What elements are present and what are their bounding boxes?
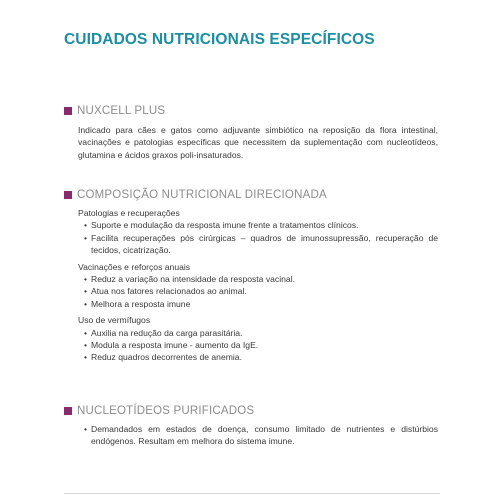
bullet-list — [84, 423, 438, 448]
list-item: • Suporte e modulação da resposta imune frente a tratamentos clínicos. — [84, 219, 438, 231]
section-heading — [64, 104, 438, 118]
list-item: • Melhora a resposta imune — [84, 298, 438, 310]
bullet-list — [84, 219, 438, 256]
section-title: COMPOSIÇÃO NUTRICIONAL DIRECIONADA — [77, 189, 327, 201]
group-label: Vacinações e reforços anuais — [78, 261, 191, 272]
group-label: Patologias e recuperações — [78, 208, 180, 218]
list-item: • Demandados em estados de doença, consumo limitado de nutrientes e distúrbios endógenos. Resultam em melhora do sistema imune. — [84, 423, 438, 448]
section-nuxcell-plus — [64, 104, 438, 161]
list-item: • Reduz a variação na intensidade da resposta vacinal. — [84, 273, 438, 285]
bullet-list — [84, 327, 438, 364]
list-item: • Reduz quadros decorrentes de anemia. — [84, 351, 438, 363]
section-nucleotideos — [64, 404, 438, 448]
list-item: • Auxilia na redução da carga parasitária. — [84, 327, 438, 339]
square-bullet-icon — [64, 191, 72, 199]
list-item: • Modula a resposta imune - aumento da IgE. — [84, 339, 438, 351]
group-label: Uso de vermífugos — [78, 315, 151, 326]
list-item: • Atua nos fatores relacionados ao animal. — [84, 285, 438, 297]
section-heading — [64, 188, 438, 202]
footer-divider — [64, 493, 440, 494]
section-composicao — [64, 188, 438, 364]
section-title: NUXCELL PLUS — [77, 105, 166, 117]
section-description: Indicado para cães e gatos como adjuvante simbiótico na reposição da flora intestinal, vacinações e patologias específicas que necessitem da suplementação com nucleotídeos, glutamina e ácidos graxos poli-insaturados. — [78, 125, 438, 160]
square-bullet-icon — [64, 107, 72, 115]
bullet-list — [84, 273, 438, 310]
section-title: NUCLEOTÍDEOS PURIFICADOS — [77, 405, 255, 417]
list-item: • Facilita recuperações pós cirúrgicas – quadros de imunossupressão, recuperação de tecidos, cicatrização. — [84, 232, 438, 257]
page-title: CUIDADOS NUTRICIONAIS ESPECÍFICOS — [64, 31, 375, 48]
square-bullet-icon — [64, 407, 72, 415]
section-heading — [64, 404, 438, 418]
